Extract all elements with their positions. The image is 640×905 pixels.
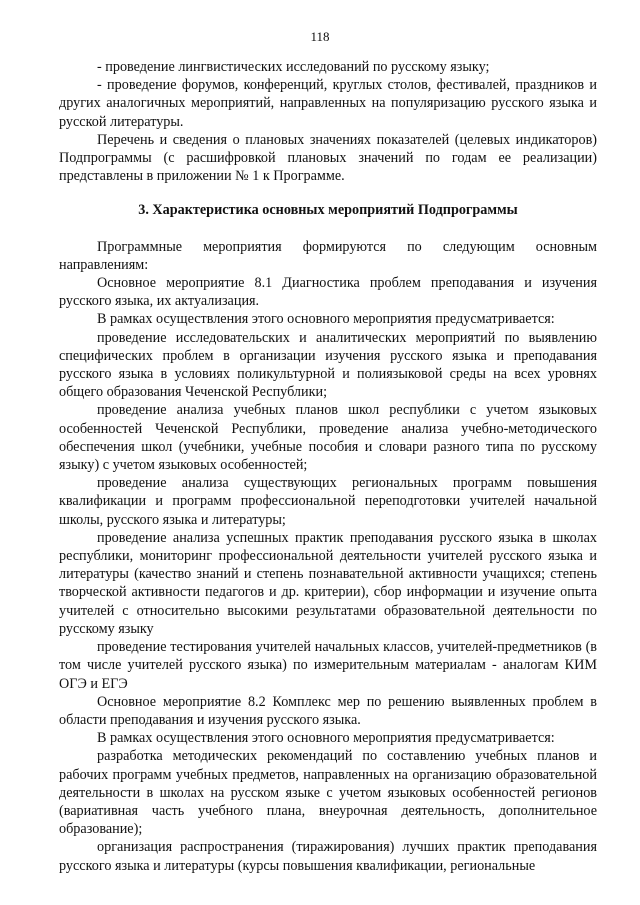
- paragraph: проведение тестирования учителей начальных классов, учителей-предметников (в том числе учителей русского языка) по измерительным материалам - аналогам КИМ ОГЭ и ЕГЭ: [59, 639, 597, 692]
- paragraph: проведение анализа учебных планов школ республики с учетом языковых особенностей Чеченской Республики, проведение анализа учебно-методического обеспечения школ (учебники, учебные пособия и словари разного типа по русскому языку) с учетом языковых особенностей;: [59, 402, 597, 474]
- paragraph: Основное мероприятие 8.2 Комплекс мер по решению выявленных проблем в области преподавания и изучения русского языка.: [59, 693, 597, 728]
- document-body: [59, 58, 597, 875]
- paragraph: проведение анализа существующих региональных программ повышения квалификации и программ профессиональной переподготовки учителей начальной школы, русского языка и литературы;: [59, 475, 597, 528]
- section-heading: 3. Характеристика основных мероприятий Подпрограммы: [138, 202, 518, 219]
- paragraph: - проведение форумов, конференций, круглых столов, фестивалей, праздников и других аналогичных мероприятий, направленных на популяризацию русского языка и русской литературы.: [59, 77, 597, 130]
- paragraph: проведение анализа успешных практик преподавания русского языка в школах республики, мониторинг профессиональной деятельности учителей русского языка и литературы (качество знаний и степень познавательной активности учащихся; степень творческой активности педагогов и др. критерии), сбор информации и изучение опыта учителей с относительно высокими результатами образовательной деятельности по русскому языку: [59, 529, 597, 637]
- paragraph: В рамках осуществления этого основного мероприятия предусматривается:: [97, 311, 555, 328]
- page-number: 118: [310, 29, 330, 44]
- paragraph: Перечень и сведения о плановых значениях показателей (целевых индикаторов) Подпрограммы (с расшифровкой плановых значений по годам ее реализации) представлены в приложении № 1 к Программе.: [59, 131, 597, 185]
- paragraph: организация распространения (тиражирования) лучших практик преподавания русского языка и литературы (курсы повышения квалификации, региональные: [59, 839, 597, 874]
- paragraph: Основное мероприятие 8.1 Диагностика проблем преподавания и изучения русского языка, их актуализация.: [59, 275, 597, 310]
- paragraph: - проведение лингвистических исследований по русскому языку;: [97, 59, 490, 75]
- paragraph: Программные мероприятия формируются по следующим основным направлениям:: [59, 238, 597, 273]
- paragraph: проведение исследовательских и аналитических мероприятий по выявлению специфических проблем в организации изучения русского языка и преподавания русского языка в условиях поликультурной и полиязыковой среды на всех уровнях общего образования Чеченской Республики;: [59, 329, 597, 401]
- paragraph: разработка методических рекомендаций по составлению учебных планов и рабочих программ учебных предметов, направленных на организацию образовательной деятельности в школах на русском языке с учетом языковых особенностей регионов (вариативная часть учебного плана, внеурочная деятельность, дополнительное образование);: [59, 748, 597, 838]
- paragraph: В рамках осуществления этого основного мероприятия предусматривается:: [97, 730, 555, 747]
